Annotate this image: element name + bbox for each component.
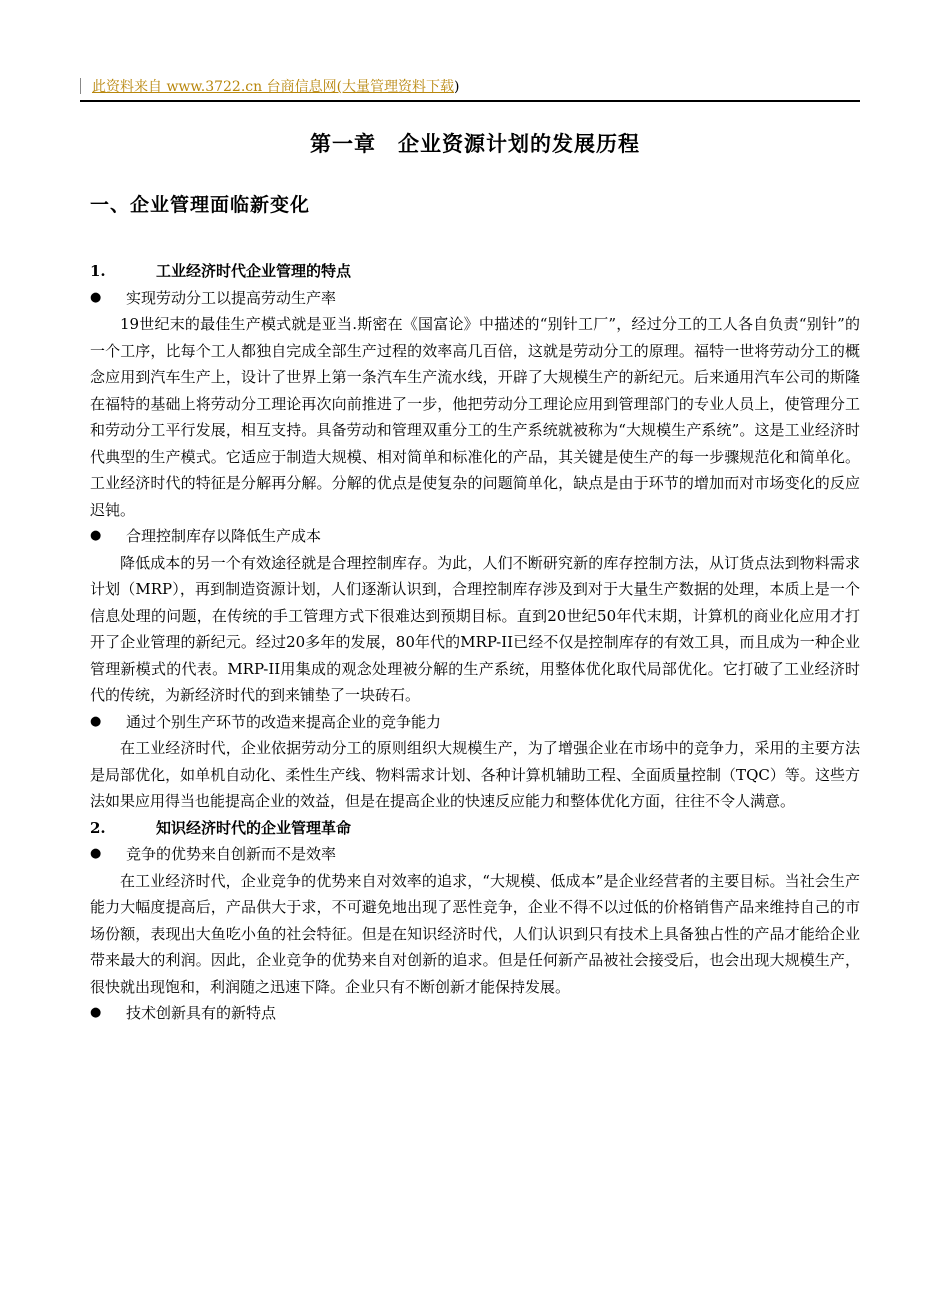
bullet-dot-icon: ● — [90, 713, 102, 729]
subsection-number: 2. — [90, 818, 106, 837]
section-title: 一、企业管理面临新变化 — [90, 194, 311, 216]
body-paragraph: 在工业经济时代，企业竞争的优势来自对效率的追求，“大规模、低成本”是企业经营者的主要目标。当社会生产能力大幅度提高后，产品供大于求，不可避免地出现了恶性竞争，企业不得不以过低的价格销售产品来维持自己的市场份额，表现出大鱼吃小鱼的社会特征。但是在知识经济时代，人们认识到只有技术上具备独占性的产品才能给企业带来最大的利润。因此，企业竞争的优势来自对创新的追求。但是任何新产品被社会接受后，也会出现大规模生产，很快就出现饱和，利润随之迅速下降。企业只有不断创新才能保持发展。 — [90, 871, 860, 996]
bullet-item — [90, 523, 860, 550]
bullet-item — [90, 1000, 860, 1027]
body-text — [90, 258, 860, 1027]
bullet-dot-icon: ● — [90, 846, 102, 861]
header-source-link[interactable]: 此资料来自 www.3722.cn 台商信息网(大量管理资料下载 — [92, 79, 455, 95]
body-paragraph: 19世纪末的最佳生产模式就是亚当.斯密在《国富论》中描述的“别针工厂”，经过分工的工人各自负责“别针”的一个工序，比每个工人都独自完成全部生产过程的效率高几百倍，这就是劳动分工的原理。福特一世将劳动分工的概念应用到汽车生产上，设计了世界上第一条汽车生产流水线，开辟了大规模生产的新纪元。后来通用汽车公司的斯隆在福特的基础上将劳动分工理论再次向前推进了一步，他把劳动分工理论应用到管理部门的专业人员上，使管理分工和劳动分工平行发展，相互支持。具备劳动和管理双重分工的生产系统就被称为“大规模生产系统”。这是工业经济时代典型的生产模式。它适应于制造大规模、相对简单和标准化的产品，其关键是使生产的每一步骤规范化和简单化。工业经济时代的特征是分解再分解。分解的优点是使复杂的问题简单化，缺点是由于环节的增加而对市场变化的反应迟钝。 — [90, 315, 860, 519]
subsection-title: 工业经济时代企业管理的特点 — [156, 262, 352, 280]
page-header — [80, 76, 860, 102]
bullet-item — [90, 841, 860, 868]
body-paragraph: 在工业经济时代，企业依据劳动分工的原则组织大规模生产，为了增强企业在市场中的竞争力，采用的主要方法是局部优化，如单机自动化、柔性生产线、物料需求计划、各种计算机辅助工程、全面质量控制（TQC）等。这些方法如果应用得当也能提高企业的效益，但是在提高企业的快速反应能力和整体优化方面，往往不令人满意。 — [90, 739, 860, 810]
header-source-note — [92, 78, 460, 96]
bullet-text: 合理控制库存以降低生产成本 — [126, 527, 322, 545]
bullet-item — [90, 709, 860, 736]
bullet-item — [90, 285, 860, 312]
bullet-dot-icon: ● — [90, 1005, 102, 1020]
bullet-dot-icon: ● — [90, 528, 102, 543]
header-margin-mark — [80, 78, 81, 94]
body-paragraph: 降低成本的另一个有效途径就是合理控制库存。为此，人们不断研究新的库存控制方法，从订货点法到物料需求计划（MRP），再到制造资源计划，人们逐渐认识到，合理控制库存涉及到对于大量生产数据的处理，本质上是一个信息处理的问题，在传统的手工管理方式下很难达到预期目标。直到20世纪50年代末期，计算机的商业化应用才打开了企业管理的新纪元。经过20多年的发展，80年代的MRP-II已经不仅是控制库存的有效工具，而且成为一种企业管理新模式的代表。MRP-II用集成的观念处理被分解的生产系统，用整体优化取代局部优化。它打破了工业经济时代的传统，为新经济时代的到来铺垫了一块砖石。 — [90, 553, 860, 704]
subsection-heading-1 — [90, 258, 860, 285]
bullet-text: 实现劳动分工以提高劳动生产率 — [126, 288, 337, 307]
chapter-title: 第一章 企业资源计划的发展历程 — [310, 131, 640, 156]
subsection-title: 知识经济时代的企业管理革命 — [156, 818, 352, 837]
bullet-text: 技术创新具有的新特点 — [126, 1004, 277, 1022]
bullet-dot-icon: ● — [90, 289, 102, 305]
bullet-text: 通过个别生产环节的改造来提高企业的竞争能力 — [126, 712, 442, 731]
subsection-number: 1. — [90, 262, 106, 280]
header-close-paren: ) — [454, 79, 460, 95]
bullet-text: 竞争的优势来自创新而不是效率 — [126, 845, 337, 863]
subsection-heading-2 — [90, 815, 860, 842]
